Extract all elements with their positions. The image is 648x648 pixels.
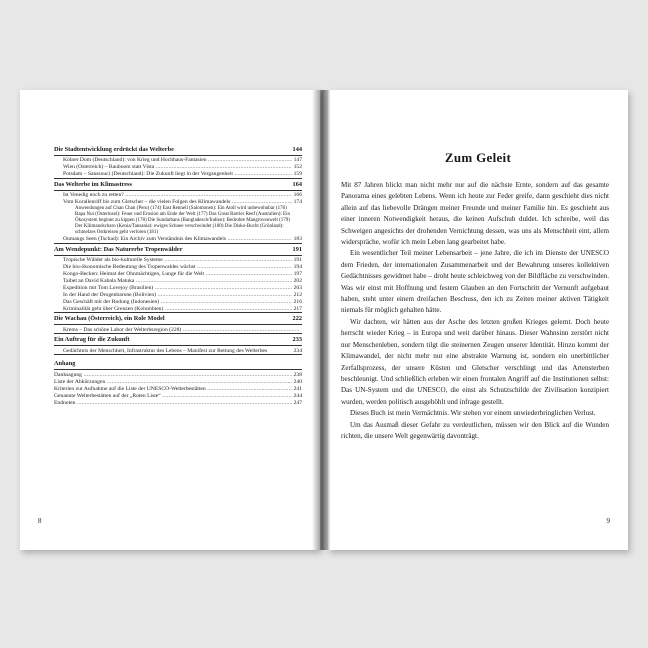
table-of-contents	[54, 147, 302, 407]
toc-entry-title: Kongo-Becken: Heimat der Ohnmächtigen, Lunge für die Welt .....	[63, 271, 292, 278]
toc-section-heading	[54, 316, 302, 325]
toc-entry-title: Wien (Österreich) – Bauboom statt Vista .....	[63, 164, 292, 171]
toc-entry	[54, 236, 302, 243]
toc-entry-page: 202	[293, 277, 302, 284]
toc-entry-title: Kölner Dom (Deutschland): von Krieg und Hochhaus-Fantasien .....	[63, 157, 292, 164]
toc-entry-title: Taibet an David Kabala Matuka .....	[63, 278, 292, 285]
toc-heading-title: Die Stadtentwicklung erdrückt das Welterbe	[54, 146, 174, 153]
toc-entry-page: 174	[293, 198, 302, 205]
toc-heading-title: Das Welterbe im Klimastress	[54, 180, 132, 188]
toc-heading-page: 233	[292, 336, 302, 344]
toc-entry	[54, 192, 302, 199]
toc-entry-title: Tropische Wälder als bio-kulturelle Systeme .....	[63, 257, 292, 264]
body-paragraph: Wir dachten, wir hätten aus der Asche des letzten großen Krieges gelernt. Doch heute herrscht wieder Krieg – in Europa und weit darüber hinaus. Dieser Wahnsinn zerstört nicht nur Menschenleben, sondern tilgt die steinernen Zeugen unserer Identität. Hinzu kommt der Klimawandel, der nicht mehr nur eine abstrakte Warnung ist, sondern ein unerbittlicher Zerfallsprozess, der unsere Küsten und Gletscher verschlingt und das Artensterben beschleunigt. Und schließlich erleben wir einen frontalen Angriff auf die Institutionen selbst: Das UN-System und die UNESCO, die einst als Schutzschilde der Zivilisation konzipiert wurden, werden politisch ausgehöhlt und infrage gestellt.	[341, 317, 609, 406]
toc-entry	[54, 393, 302, 400]
toc-entry	[54, 299, 302, 306]
page-number-left: 8	[38, 517, 42, 525]
toc-heading-page: 222	[292, 315, 302, 323]
toc-entry-page: 234	[293, 347, 302, 354]
toc-entry-page: 197	[293, 271, 302, 277]
toc-entry	[54, 327, 302, 334]
toc-entry-title: Potsdam – Sanssouci (Deutschland): Die Zukunft liegt in der Vergangenheit .....	[63, 171, 292, 178]
toc-entry-page: 238	[293, 372, 302, 379]
toc-entry-title: Endnoten .....	[54, 400, 292, 407]
toc-entry-page: 217	[293, 305, 302, 312]
toc-entry-page: 247	[293, 399, 302, 406]
toc-entry-title: Ist Venedig noch zu retten? .....	[63, 192, 292, 199]
chapter-title: Zum Geleit	[444, 150, 512, 165]
toc-entry-title: In der Hand der Drogenbarone (Bolivien) .....	[63, 292, 292, 299]
toc-section-heading	[54, 182, 302, 191]
toc-entry-title: Krems – Das schöne Labor der Welterbsregion (228) .....	[63, 327, 300, 334]
toc-entry	[54, 171, 302, 178]
body-paragraph: Um das Ausmaß dieser Gefahr zu verdeutlichen, müssen wir den Blick auf die Wunden richten, die unsere Welt gegenwärtig davonträgt.	[341, 420, 609, 440]
toc-anhang-title: Anhang	[54, 361, 302, 370]
toc-entry	[54, 278, 302, 285]
toc-section	[54, 182, 302, 244]
toc-entry	[54, 306, 302, 313]
toc-entry-title: Danksagung .....	[54, 372, 292, 379]
toc-section	[54, 247, 302, 313]
toc-sub-entries: Anwendungen auf Chan Chan (Peru) (174) East Rennell (Salomonen): Ein Atoll wird unbewohnbar (176) Rapa Nui (Osterinsel): Feuer und Erosion am Ende der Welt (177) Das Great Barrier Reef (Australien): Ein Ökosystem beginnt zu kippen (178) Die Sundarbans (Bangladesch/Indien): Bedrohte Mangrovenwelt (179) Der Kilimandscharo (Kenia/Tansania): ewiges Schnee verschwindet (180) Die Disko-Bucht (Grönland): schmelzes Ostkreisen geht verloren (181)	[75, 205, 290, 236]
toc-entry-title: Gedächtnis der Menschheit, Infrastruktur des Lebens – Manifest zur Rettung des Welterbes	[63, 347, 268, 354]
toc-entry-page	[300, 327, 302, 334]
book-gutter-shadow	[312, 90, 330, 550]
toc-entry-title: Expedition mit Tom Lovejoy (Brasilien) .....	[63, 285, 292, 292]
toc-entry	[54, 348, 302, 355]
body-paragraph: Mit 87 Jahren blickt man nicht mehr nur auf die nächste Ernte, sondern auf das gesamte Panorama eines gelebten Lebens. Wenn ich heute zur Feder greife, dann geschieht dies nicht allein auf das liebevolle Drängen meiner Freunde und meiner Familie hin. Es geschieht aus einer inneren Notwendigkeit heraus, die keinen Aufschub duldet. Ich schreibe, weil das Schweigen angesichts der drohenden Vernichtung dessen, was uns als Menschheit eint, allem widerspräche, wofür ich mein Leben lang gearbeitet habe.	[341, 181, 609, 247]
toc-entry-page: 166	[293, 191, 302, 198]
toc-entry-title: Kriminalität geht über Grenzen (Kolumbien) .....	[63, 306, 292, 313]
toc-entry-page: 194	[293, 264, 302, 271]
toc-entry-title: Genannte Welterbestätten auf der „Roten Liste“ .....	[54, 393, 292, 400]
toc-entry-page: 159	[293, 170, 302, 177]
toc-heading-page: 164	[292, 180, 302, 188]
toc-entry	[54, 164, 302, 171]
toc-entry-page: 241	[293, 386, 302, 393]
toc-section-heading	[54, 337, 302, 346]
toc-entry-page: 191	[293, 257, 302, 264]
toc-entry	[54, 292, 302, 299]
toc-entry-page: 183	[293, 236, 302, 243]
toc-heading-title: Die Wachau (Österreich), ein Role Model	[54, 315, 165, 323]
toc-entry	[54, 400, 302, 407]
toc-entry	[54, 285, 302, 292]
right-page	[328, 90, 628, 550]
toc-entry-page: 216	[293, 298, 302, 305]
toc-entry-title: Die bio-ökonomische Bedeutung des Tropenwaldes wächst .....	[63, 264, 292, 271]
toc-entry-page: 203	[293, 284, 302, 291]
toc-entry-title: Liste der Abkürzungen .....	[54, 379, 292, 386]
toc-entry-page: 244	[293, 393, 302, 400]
toc-section-heading	[54, 147, 302, 156]
toc-heading-page: 191	[292, 246, 302, 254]
page-number-right: 9	[606, 517, 610, 525]
toc-entry	[54, 379, 302, 386]
toc-entry-page: 240	[293, 379, 302, 386]
toc-entry	[54, 157, 302, 164]
left-page	[20, 90, 320, 550]
toc-entry	[54, 271, 302, 278]
toc-heading-title: Ein Auftrag für die Zukunft	[54, 336, 130, 344]
toc-entry	[54, 199, 302, 206]
toc-entry-page: 212	[293, 291, 302, 298]
toc-section-heading	[54, 247, 302, 256]
toc-entry	[54, 386, 302, 393]
toc-entry-title: Oumangs Seen (Tschad): Ein Archiv zum Verständnis des Klimawandels .....	[63, 236, 292, 243]
toc-heading-title: Am Wendepunkt: Das Naturerbe Tropenwälder	[54, 246, 183, 254]
toc-section	[54, 337, 302, 355]
body-paragraph: Ein wesentlicher Teil meiner Lebensarbeit – jene Jahre, die ich im Dienste der UNESCO dem Frieden, der internationalen Zusammenarbeit und der Bewahrung unseres kollektiven Gedächtnisses gewidmet habe – droht heute schleichweg von der Bildfläche zu verschwinden. Was wir einst mit Hoffnung und festem Glauben an den Fortschritt der Vernunft aufgebaut haben, steht unter einem dreifachen Beschuss, den ich zu Zeiten meiner aktiven Tätigkeit niemals für möglich gehalten hätte.	[341, 249, 609, 315]
toc-entry-page: 152	[293, 164, 302, 170]
body-paragraph: Dieses Buch ist mein Vermächtnis. Wir stehen vor einem unwiederbringlichen Verlust.	[350, 409, 596, 418]
toc-section	[54, 147, 302, 179]
toc-section	[54, 316, 302, 334]
toc-heading-page: 144	[292, 146, 302, 153]
toc-entry-title: Vom Korallenriff bis zum Gletscher – die vielen Folgen des Klimawandels .....	[63, 199, 292, 206]
toc-entry	[54, 372, 302, 379]
body-text	[341, 180, 609, 442]
toc-entry	[54, 257, 302, 264]
toc-entry-title: Kriterien zur Aufnahme auf die Liste der UNESCO-Welterbestätten .....	[54, 386, 292, 393]
toc-entry	[54, 264, 302, 271]
toc-entry-title: Das Geschäft mit der Rodung (Indonesien) .....	[63, 299, 292, 306]
toc-entry-page: 147	[293, 157, 302, 164]
toc-anhang	[54, 361, 302, 406]
